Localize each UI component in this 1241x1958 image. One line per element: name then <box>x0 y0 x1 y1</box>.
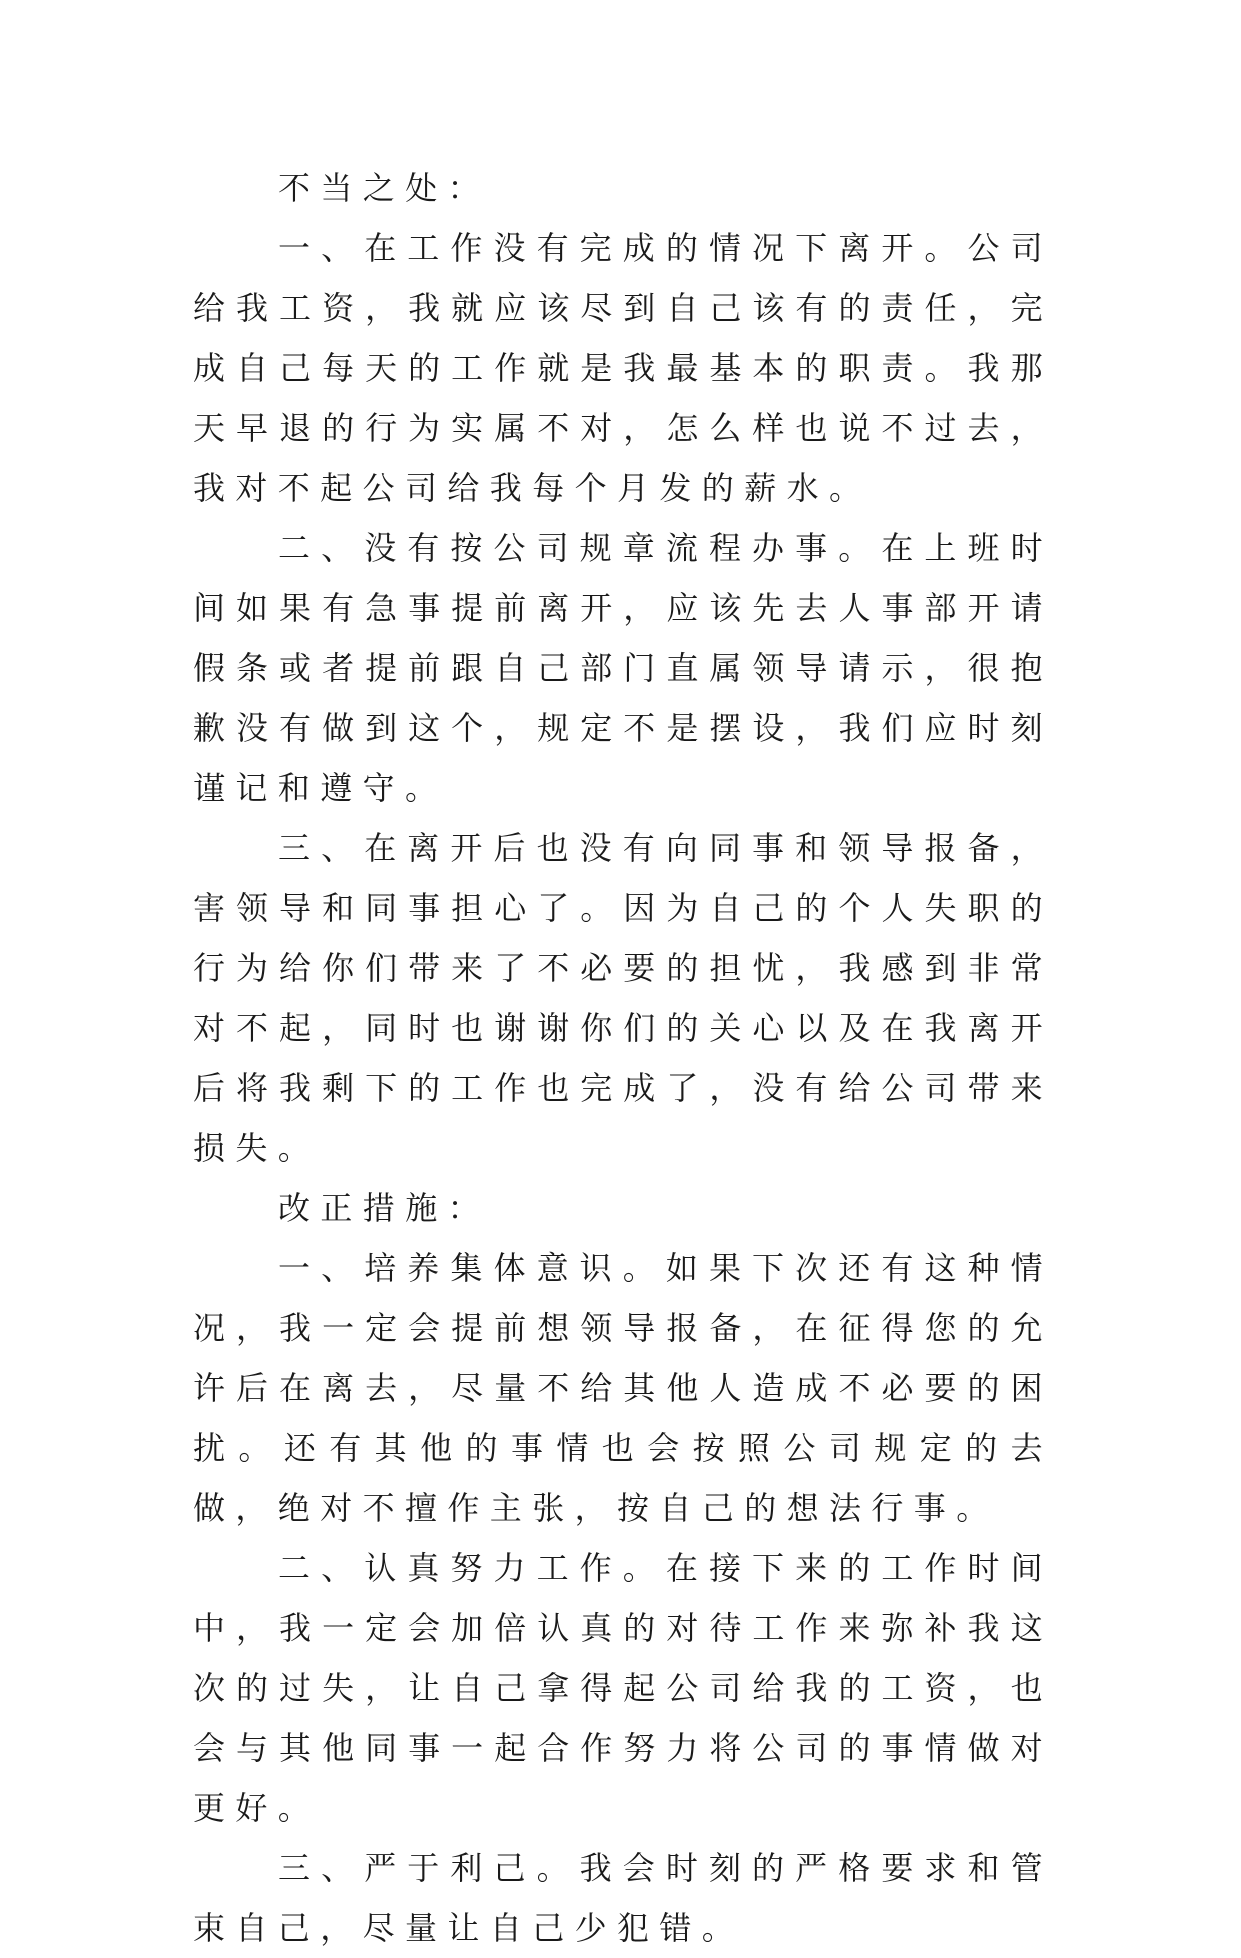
section-heading-shortcomings: 不当之处： <box>278 169 491 207</box>
section-heading-corrective-measures: 改正措施： <box>278 1189 491 1227</box>
paragraph-measure-3: 三、严于利己。我会时刻的严格要求和管束自己，尽量让自己少犯错。 <box>193 1849 1053 1947</box>
document-body <box>193 158 1053 1958</box>
paragraph-measure-1: 一、培养集体意识。如果下次还有这种情况，我一定会提前想领导报备，在征得您的允许后在离去，尽量不给其他人造成不必要的困扰。还有其他的事情也会按照公司规定的去做，绝对不擅作主张，按自己的想法行事。 <box>193 1249 1053 1527</box>
paragraph-shortcoming-1: 一、在工作没有完成的情况下离开。公司给我工资，我就应该尽到自己该有的责任，完成自己每天的工作就是我最基本的职责。我那天早退的行为实属不对，怎么样也说不过去，我对不起公司给我每个月发的薪水。 <box>193 229 1053 507</box>
paragraph-shortcoming-3: 三、在离开后也没有向同事和领导报备，害领导和同事担心了。因为自己的个人失职的行为给你们带来了不必要的担忧，我感到非常对不起，同时也谢谢你们的关心以及在我离开后将我剩下的工作也完成了，没有给公司带来损失。 <box>193 829 1053 1167</box>
paragraph-shortcoming-2: 二、没有按公司规章流程办事。在上班时间如果有急事提前离开，应该先去人事部开请假条或者提前跟自己部门直属领导请示，很抱歉没有做到这个，规定不是摆设，我们应时刻谨记和遵守。 <box>193 529 1053 807</box>
paragraph-measure-2: 二、认真努力工作。在接下来的工作时间中，我一定会加倍认真的对待工作来弥补我这次的过失，让自己拿得起公司给我的工资，也会与其他同事一起合作努力将公司的事情做对更好。 <box>193 1549 1053 1827</box>
